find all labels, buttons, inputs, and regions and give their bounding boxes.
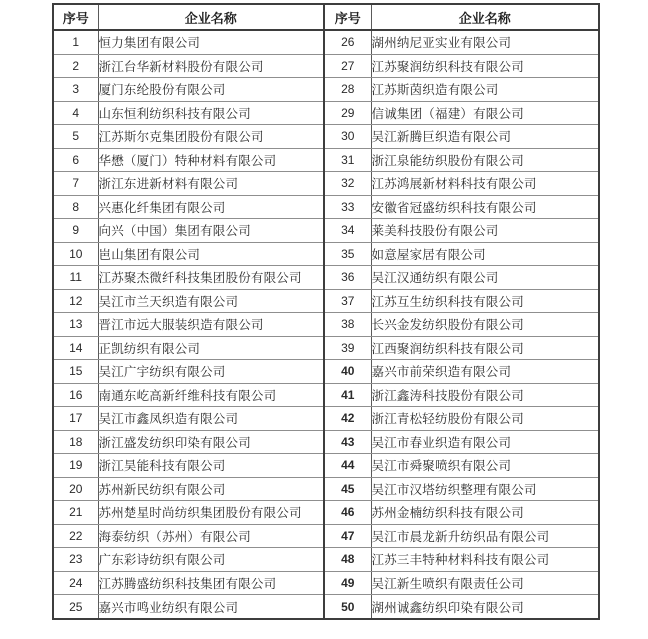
company-name-cell: 嘉兴市鸣业纺织有限公司 (98, 595, 324, 619)
company-name-cell: 浙江台华新材料股份有限公司 (98, 54, 324, 78)
serial-number-cell: 36 (324, 266, 371, 290)
company-list-table (52, 3, 600, 620)
serial-number-cell: 48 (324, 548, 371, 572)
serial-number-cell: 38 (324, 313, 371, 337)
table-row (53, 266, 599, 290)
company-name-cell: 湖州诚鑫纺织印染有限公司 (371, 595, 599, 619)
table-body (53, 30, 599, 619)
serial-number-cell: 3 (53, 78, 98, 102)
serial-number-cell: 5 (53, 125, 98, 149)
company-name-cell: 江西聚润纺织科技有限公司 (371, 336, 599, 360)
serial-number-cell: 16 (53, 383, 98, 407)
serial-number-cell: 47 (324, 524, 371, 548)
serial-number-cell: 15 (53, 360, 98, 384)
serial-number-cell: 10 (53, 242, 98, 266)
company-name-cell: 吴江市鑫凤织造有限公司 (98, 407, 324, 431)
header-company-name-left: 企业名称 (98, 4, 324, 30)
table-row (53, 313, 599, 337)
company-name-cell: 晋江市远大服装织造有限公司 (98, 313, 324, 337)
table-row (53, 595, 599, 619)
serial-number-cell: 23 (53, 548, 98, 572)
serial-number-cell: 50 (324, 595, 371, 619)
serial-number-cell: 45 (324, 477, 371, 501)
table-row (53, 407, 599, 431)
company-name-cell: 江苏聚润纺织科技有限公司 (371, 54, 599, 78)
serial-number-cell: 4 (53, 101, 98, 125)
header-row (53, 4, 599, 30)
company-name-cell: 兴惠化纤集团有限公司 (98, 195, 324, 219)
company-name-cell: 吴江新生喷织有限责任公司 (371, 571, 599, 595)
table-row (53, 30, 599, 54)
company-name-cell: 南通东屹高新纤维科技有限公司 (98, 383, 324, 407)
company-name-cell: 浙江东进新材料有限公司 (98, 172, 324, 196)
serial-number-cell: 28 (324, 78, 371, 102)
serial-number-cell: 29 (324, 101, 371, 125)
company-name-cell: 湖州纳尼亚实业有限公司 (371, 30, 599, 54)
table-row (53, 78, 599, 102)
serial-number-cell: 41 (324, 383, 371, 407)
table-row (53, 383, 599, 407)
serial-number-cell: 19 (53, 454, 98, 478)
table-row (53, 101, 599, 125)
company-name-cell: 广东彩诗纺织有限公司 (98, 548, 324, 572)
serial-number-cell: 26 (324, 30, 371, 54)
serial-number-cell: 18 (53, 430, 98, 454)
serial-number-cell: 13 (53, 313, 98, 337)
serial-number-cell: 32 (324, 172, 371, 196)
serial-number-cell: 22 (53, 524, 98, 548)
serial-number-cell: 40 (324, 360, 371, 384)
company-name-cell: 苏州金楠纺织科技有限公司 (371, 501, 599, 525)
table-row (53, 242, 599, 266)
company-name-cell: 吴江市晨龙新升纺织品有限公司 (371, 524, 599, 548)
table-row (53, 571, 599, 595)
company-name-cell: 莱美科技股份有限公司 (371, 219, 599, 243)
company-name-cell: 吴江市舜聚喷织有限公司 (371, 454, 599, 478)
serial-number-cell: 43 (324, 430, 371, 454)
serial-number-cell: 34 (324, 219, 371, 243)
company-name-cell: 吴江市汉塔纺织整理有限公司 (371, 477, 599, 501)
serial-number-cell: 11 (53, 266, 98, 290)
company-name-cell: 如意屋家居有限公司 (371, 242, 599, 266)
table-row (53, 360, 599, 384)
serial-number-cell: 46 (324, 501, 371, 525)
table-row (53, 148, 599, 172)
company-name-cell: 江苏互生纺织科技有限公司 (371, 289, 599, 313)
company-name-cell: 吴江市兰天织造有限公司 (98, 289, 324, 313)
company-name-cell: 浙江泉能纺织股份有限公司 (371, 148, 599, 172)
company-name-cell: 恒力集团有限公司 (98, 30, 324, 54)
table-row (53, 195, 599, 219)
serial-number-cell: 2 (53, 54, 98, 78)
serial-number-cell: 12 (53, 289, 98, 313)
serial-number-cell: 14 (53, 336, 98, 360)
serial-number-cell: 44 (324, 454, 371, 478)
company-name-cell: 江苏斯茵织造有限公司 (371, 78, 599, 102)
serial-number-cell: 42 (324, 407, 371, 431)
serial-number-cell: 25 (53, 595, 98, 619)
serial-number-cell: 9 (53, 219, 98, 243)
header-serial-number-right: 序号 (324, 4, 371, 30)
table-row (53, 477, 599, 501)
serial-number-cell: 8 (53, 195, 98, 219)
serial-number-cell: 6 (53, 148, 98, 172)
company-name-cell: 海泰纺织（苏州）有限公司 (98, 524, 324, 548)
table-row (53, 336, 599, 360)
company-name-cell: 吴江市春业织造有限公司 (371, 430, 599, 454)
company-name-cell: 浙江鑫涛科技股份有限公司 (371, 383, 599, 407)
company-name-cell: 苏州楚星时尚纺织集团股份有限公司 (98, 501, 324, 525)
company-name-cell: 华懋（厦门）特种材料有限公司 (98, 148, 324, 172)
serial-number-cell: 27 (324, 54, 371, 78)
table-row (53, 54, 599, 78)
serial-number-cell: 30 (324, 125, 371, 149)
serial-number-cell: 39 (324, 336, 371, 360)
table-row (53, 501, 599, 525)
company-name-cell: 吴江新腾巨织造有限公司 (371, 125, 599, 149)
table-header (53, 4, 599, 30)
table-row (53, 172, 599, 196)
serial-number-cell: 20 (53, 477, 98, 501)
company-name-cell: 吴江广宇纺织有限公司 (98, 360, 324, 384)
table-row (53, 219, 599, 243)
company-name-cell: 浙江昊能科技有限公司 (98, 454, 324, 478)
table-row (53, 289, 599, 313)
table-row (53, 524, 599, 548)
company-name-cell: 嘉兴市前荣织造有限公司 (371, 360, 599, 384)
company-name-cell: 安徽省冠盛纺织科技有限公司 (371, 195, 599, 219)
company-name-cell: 向兴（中国）集团有限公司 (98, 219, 324, 243)
company-name-cell: 吴江汉通纺织有限公司 (371, 266, 599, 290)
company-name-cell: 浙江盛发纺织印染有限公司 (98, 430, 324, 454)
company-name-cell: 江苏鸿展新材料科技有限公司 (371, 172, 599, 196)
table-row (53, 548, 599, 572)
serial-number-cell: 7 (53, 172, 98, 196)
serial-number-cell: 35 (324, 242, 371, 266)
table-row (53, 430, 599, 454)
serial-number-cell: 49 (324, 571, 371, 595)
company-name-cell: 信诚集团（福建）有限公司 (371, 101, 599, 125)
company-name-cell: 江苏聚杰微纤科技集团股份有限公司 (98, 266, 324, 290)
company-name-cell: 浙江青松轻纺股份有限公司 (371, 407, 599, 431)
company-name-cell: 江苏腾盛纺织科技集团有限公司 (98, 571, 324, 595)
company-name-cell: 苏州新民纺织有限公司 (98, 477, 324, 501)
header-company-name-right: 企业名称 (371, 4, 599, 30)
company-name-cell: 江苏三丰特种材料科技有限公司 (371, 548, 599, 572)
company-name-cell: 山东恒利纺织科技有限公司 (98, 101, 324, 125)
serial-number-cell: 37 (324, 289, 371, 313)
serial-number-cell: 21 (53, 501, 98, 525)
company-name-cell: 长兴金发纺织股份有限公司 (371, 313, 599, 337)
table-row (53, 454, 599, 478)
serial-number-cell: 33 (324, 195, 371, 219)
company-name-cell: 厦门东纶股份有限公司 (98, 78, 324, 102)
table-row (53, 125, 599, 149)
serial-number-cell: 31 (324, 148, 371, 172)
company-name-cell: 正凯纺织有限公司 (98, 336, 324, 360)
serial-number-cell: 1 (53, 30, 98, 54)
company-name-cell: 江苏斯尔克集团股份有限公司 (98, 125, 324, 149)
serial-number-cell: 17 (53, 407, 98, 431)
company-name-cell: 岜山集团有限公司 (98, 242, 324, 266)
header-serial-number-left: 序号 (53, 4, 98, 30)
serial-number-cell: 24 (53, 571, 98, 595)
